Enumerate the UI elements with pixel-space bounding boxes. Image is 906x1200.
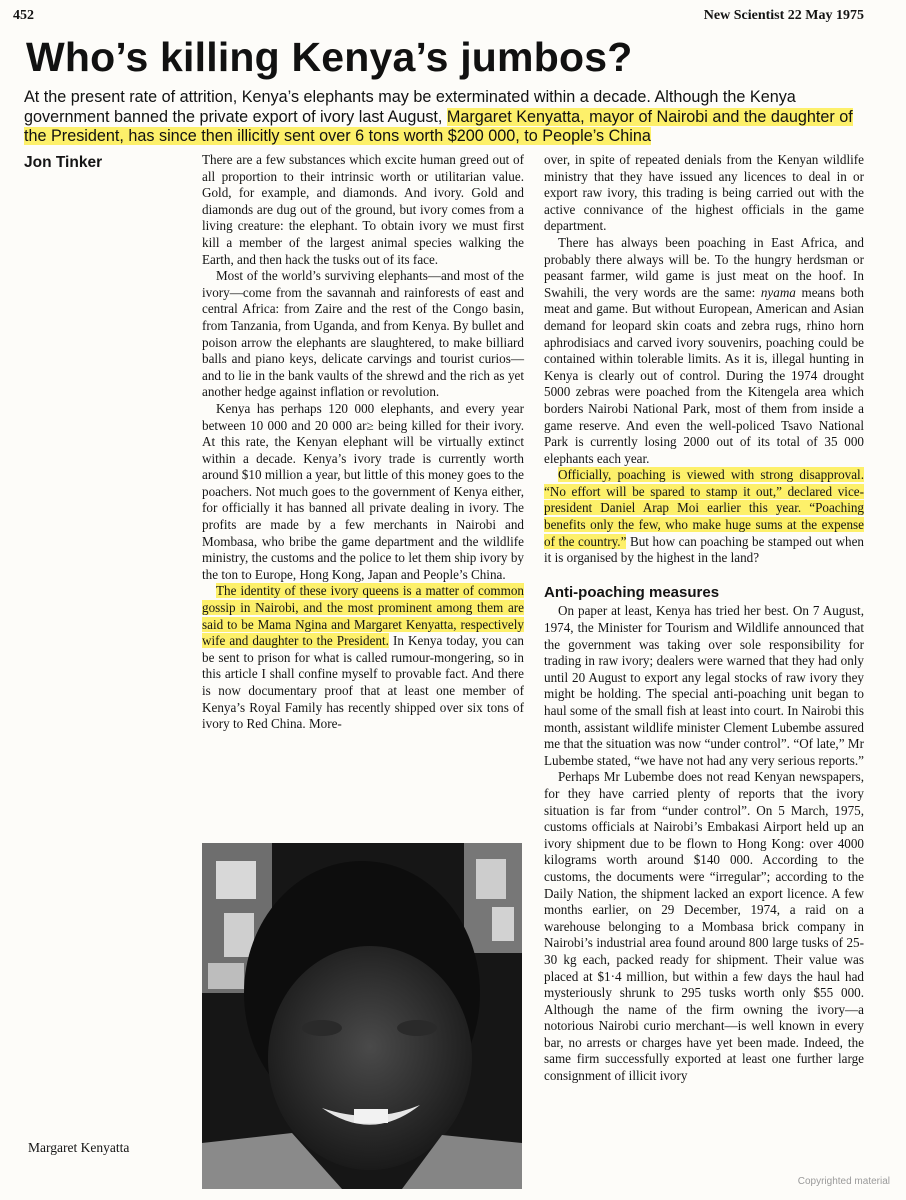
standfirst <box>24 88 874 147</box>
col2-paragraph-1: There are a few substances which excite human greed out of all proportion to their intrinsic worth or utilitarian value. Gold, for example, and diamonds. And ivory. Gold and diamonds are dug out of the ground, but ivory comes from a living creature: the elephant. To obtain ivory we must first kill a member of the largest animal species walking the Earth, and then hack the tusks out of its face. <box>202 152 524 267</box>
col3-paragraph-3-text: But how can poaching be stamped out when it is organised by the highest in the land? <box>544 533 864 566</box>
watermark: Copyrighted material <box>797 1176 890 1187</box>
masthead: New Scientist 22 May 1975 <box>703 8 864 23</box>
col2-paragraph-2: Most of the world’s surviving elephants—and most of the ivory—come from the savannah and rainforests of east and central Africa: from Zaire and the rest of the Congo basin, from Tanzania, from Uganda, and from Kenya. By bullet and poison arrow the elephants are slaughtered, to make billiard balls and piano keys, delicate carvings and tourist curios—and to lie in the bank vaults of the shrewd and the rich as yet another hedge against inflation or revolution. <box>202 268 524 400</box>
col3-paragraph-5: Perhaps Mr Lubembe does not read Kenyan newspapers, for they have carried plenty of reports that the ivory situation is far from “under control”. On 5 March, 1975, customs officials at Nairobi’s Embakasi Airport held up an ivory shipment due to be flown to Hong Kong: over 4000 kilograms worth around $140 000. According to the customs, the documents were “irregular”; according to the Daily Nation, the shipment lacked an export licence. A few months earlier, on 29 December, 1974, a raid on a warehouse belonging to a Mombasa brick company in Nairobi’s industrial area found around 800 large tusks of 25-30 kg each, packed ready for shipment. Their value was placed at $1·4 million, but within a few days the haul had mysteriously shrunk to 295 tusks worth only $55 000. Although the name of the firm owning the ivory—a notorious Nairobi curio merchant—is well known in every bar, no arrests or charges have yet been made. Indeed, the same firm successfully exported at least one further large consignment of illicit ivory <box>544 769 864 1084</box>
col2-paragraph-3: Kenya has perhaps 120 000 elephants, and every year between 10 000 and 20 000 ar≥ being killed for their ivory. At this rate, the Kenyan elephant will be virtually extinct within a decade. Kenya’s ivory trade is currently worth around $10 million a year, but little of this money goes to the poachers. Not much goes to the government of Kenya either, for officially it has banned all private dealing in ivory. The profits are made by a few merchants in Nairobi and Mombasa, who bribe the game department and the wildlife ministry, the customs and the police to let them ship ivory by the ton to Europe, Hong Kong, Japan and People’s China. <box>202 400 524 582</box>
col3-paragraph-2-start: There has always been poaching in East Africa, and probably there always will be. To the hungry herdsman or peasant farmer, wild game is just meat on the hoof. In Swahili, the very words are the same: <box>544 234 864 300</box>
col3-paragraph-2-end: means both meat and game. But without European, American and Asian demand for leopard skin coats and zebra rugs, rhino horn aphrodisiacs and carved ivory souvenirs, poaching could be contained within tolerable limits. As it is, illegal hunting in Kenya is clearly out of control. During the 1974 drought 5000 zebras were poached from the Kitengela area which borders Nairobi National Park, most of them from inside a game reserve. And even the well-policed Tsavo National Park is currently losing 2000 out of its total of 35 000 elephants each year. <box>544 284 865 466</box>
col3-paragraph-4: On paper at least, Kenya has tried her best. On 7 August, 1974, the Minister for Tourism and Wildlife announced that the government was taking over sole responsibility for trading in raw ivory; dealers were warned that they had only until 20 August to export any legal stocks of raw ivory they might be holding. The special anti-poaching unit began to haul some of the small fish at least into court. In Nairobi this month, assistant wildlife minister Clement Lubembe assured me that the situation was now “under control”. “Of late,” Mr Lubembe stated, “we have not had any very serious reports.” <box>544 603 865 768</box>
byline: Jon Tinker <box>24 154 103 171</box>
column-2 <box>202 152 524 733</box>
standfirst-highlight: Margaret Kenyatta, mayor of Nairobi and the daughter of the President, has since then illicitly sent over 6 tons worth $200 000, to People’s China <box>24 107 853 145</box>
subhead: Anti-poaching measures <box>544 583 720 601</box>
col2-highlight: The identity of these ivory queens is a matter of common gossip in Nairobi, and the most prominent among them are said to be Mama Ngina and Margaret Kenyatta, respectively wife and daughter to the President. <box>202 583 524 649</box>
photo <box>202 843 522 1189</box>
headline: Who’s killing Kenya’s jumbos? <box>26 34 633 80</box>
col2-paragraph-4-text: In Kenya today, you can be sent to prison for what is called rumour-mongering, so in this article I shall confine myself to provable fact. And there is now documentary proof that at least one member of Kenya’s Royal Family has recently shipped over six tons of ivory to Red China. More- <box>202 633 524 732</box>
page-number: 452 <box>13 8 34 23</box>
col3-paragraph-3 <box>544 467 864 567</box>
photo-caption: Margaret Kenyatta <box>28 1140 130 1155</box>
col2-paragraph-4 <box>202 583 524 732</box>
col3-italic-word: nyama <box>760 284 796 300</box>
col3-paragraph-2 <box>544 235 864 467</box>
col3-paragraph-1: over, in spite of repeated denials from the Kenyan wildlife ministry that they have issued any licences to deal in or export raw ivory, this trading is being carried out with the active connivance of the highest officials in the game department. <box>544 152 864 234</box>
column-3 <box>544 152 864 1085</box>
standfirst-text: At the present rate of attrition, Kenya’s elephants may be exterminated within a decade. Although the Kenya government banned the private export of ivory last August, <box>24 88 796 126</box>
portrait-image <box>202 843 522 1189</box>
col3-highlight: Officially, poaching is viewed with strong disapproval. “No effort will be spared to stamp it out,” declared vice-president Daniel Arap Moi earlier this year. “Poaching benefits only the few, who make huge sums at the expense of the country.” <box>544 467 864 549</box>
